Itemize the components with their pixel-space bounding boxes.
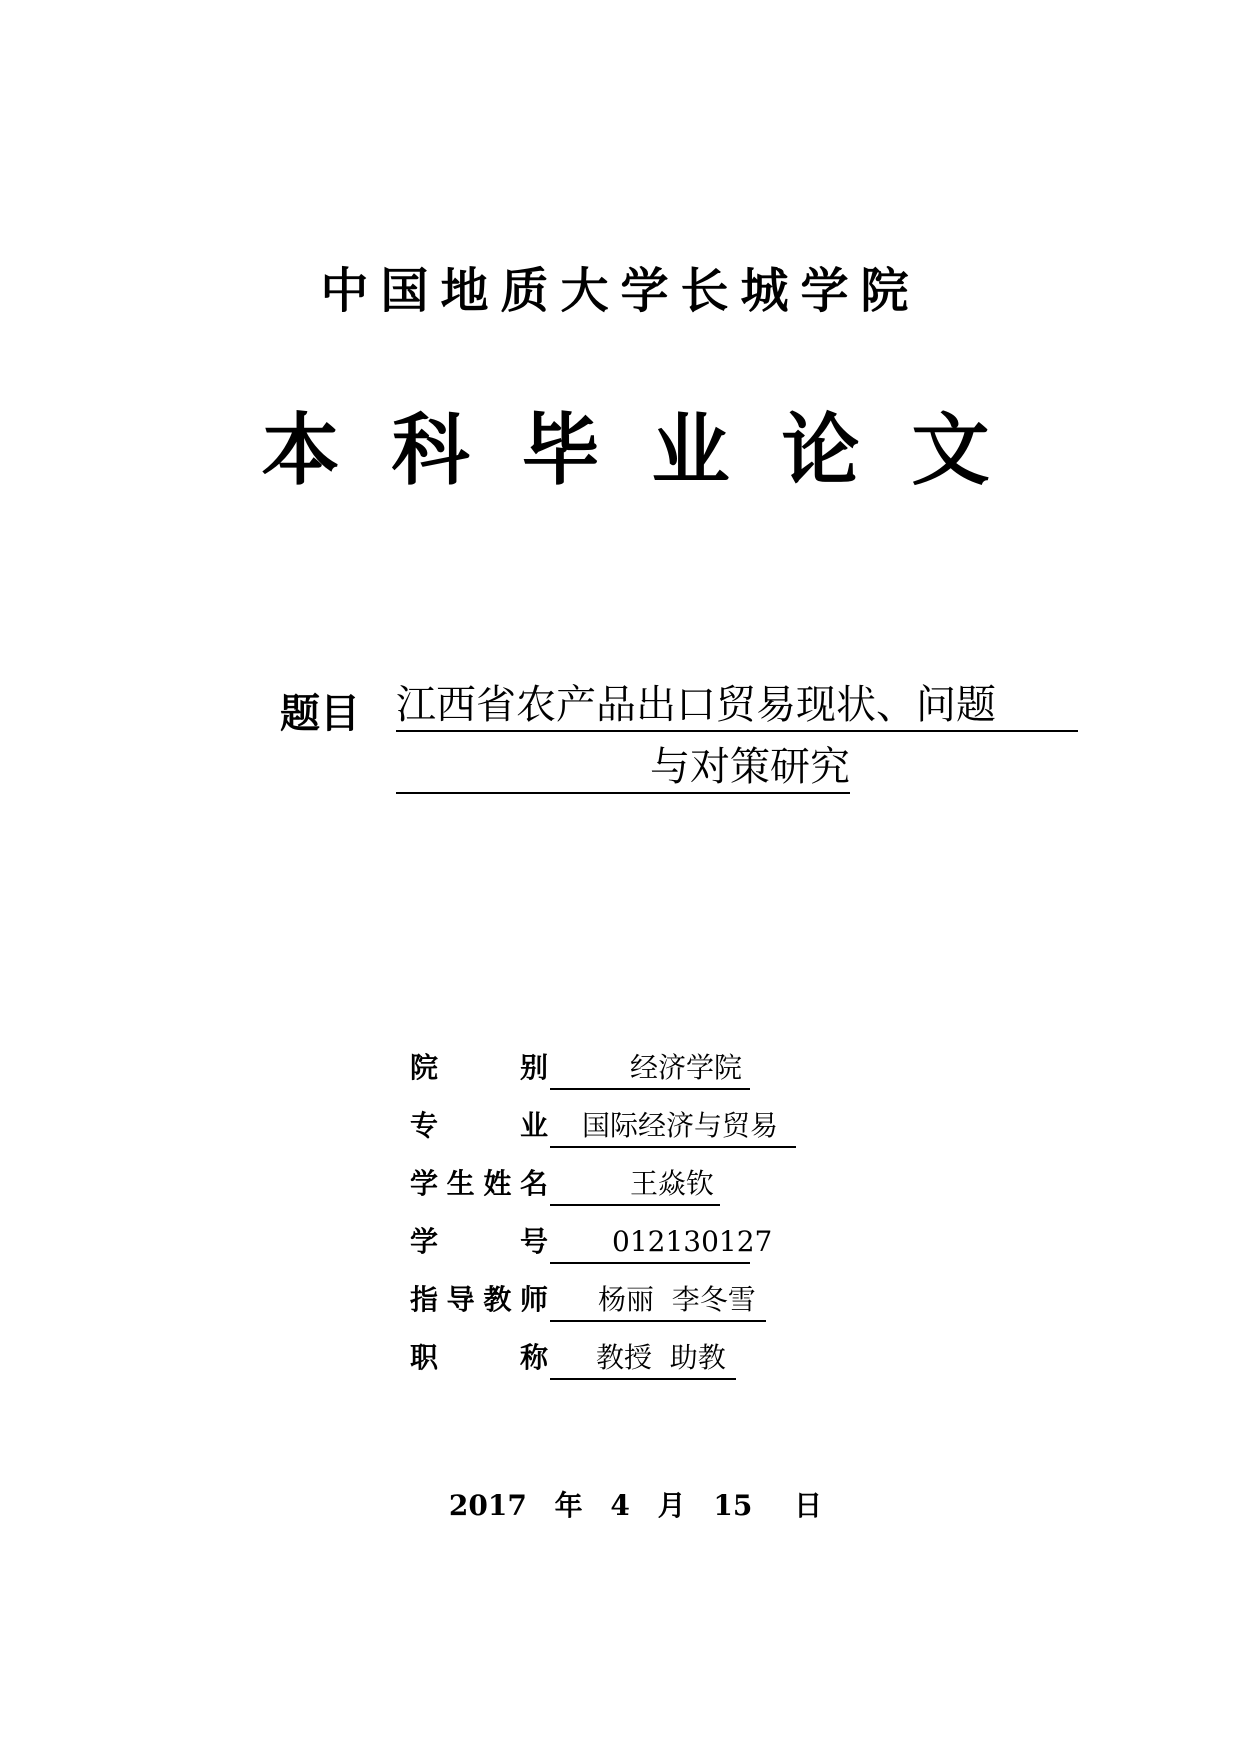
info-label-major	[410, 1106, 548, 1146]
label-char: 教	[483, 1283, 512, 1316]
school-name: 中国地质大学长城学院	[320, 263, 921, 319]
info-value-advisor: 杨丽 李冬雪	[550, 1280, 766, 1322]
label-char: 学	[410, 1225, 439, 1258]
label-char: 姓	[483, 1167, 512, 1200]
label-char: 生	[446, 1167, 475, 1200]
thesis-type-title: 本科毕业论文	[261, 406, 1042, 496]
date-month-unit: 月	[657, 1489, 686, 1522]
label-char: 院	[410, 1051, 439, 1084]
info-value-major: 国际经济与贸易	[550, 1106, 796, 1148]
info-label-student-id	[410, 1222, 548, 1262]
date-day-unit: 日	[794, 1489, 823, 1522]
topic-title-line-1: 江西省农产品出口贸易现状、问题	[396, 680, 1078, 732]
topic-label: 题目	[280, 691, 360, 737]
label-char: 职	[410, 1341, 439, 1374]
date-line	[0, 1484, 1241, 1524]
info-value-student-name: 王焱钦	[550, 1164, 720, 1206]
label-char: 号	[519, 1225, 548, 1258]
label-char: 指	[410, 1283, 439, 1316]
label-char: 称	[519, 1341, 548, 1374]
info-value-department: 经济学院	[550, 1048, 750, 1090]
date-year: 2017	[448, 1489, 527, 1522]
info-label-title	[410, 1338, 548, 1378]
info-value-title: 教授 助教	[550, 1338, 736, 1380]
date-month: 4	[610, 1489, 630, 1522]
info-label-student-name	[410, 1164, 548, 1204]
label-char: 业	[519, 1109, 548, 1142]
date-day: 15	[713, 1489, 753, 1522]
info-label-advisor	[410, 1280, 548, 1320]
label-char: 学	[410, 1167, 439, 1200]
label-char: 专	[410, 1109, 439, 1142]
info-value-student-id: 012130127	[550, 1222, 750, 1264]
label-char: 别	[519, 1051, 548, 1084]
date-year-unit: 年	[554, 1489, 583, 1522]
info-label-department	[410, 1048, 548, 1088]
label-char: 导	[446, 1283, 475, 1316]
label-char: 师	[519, 1283, 548, 1316]
label-char: 名	[519, 1167, 548, 1200]
topic-title-line-2: 与对策研究	[396, 742, 850, 794]
